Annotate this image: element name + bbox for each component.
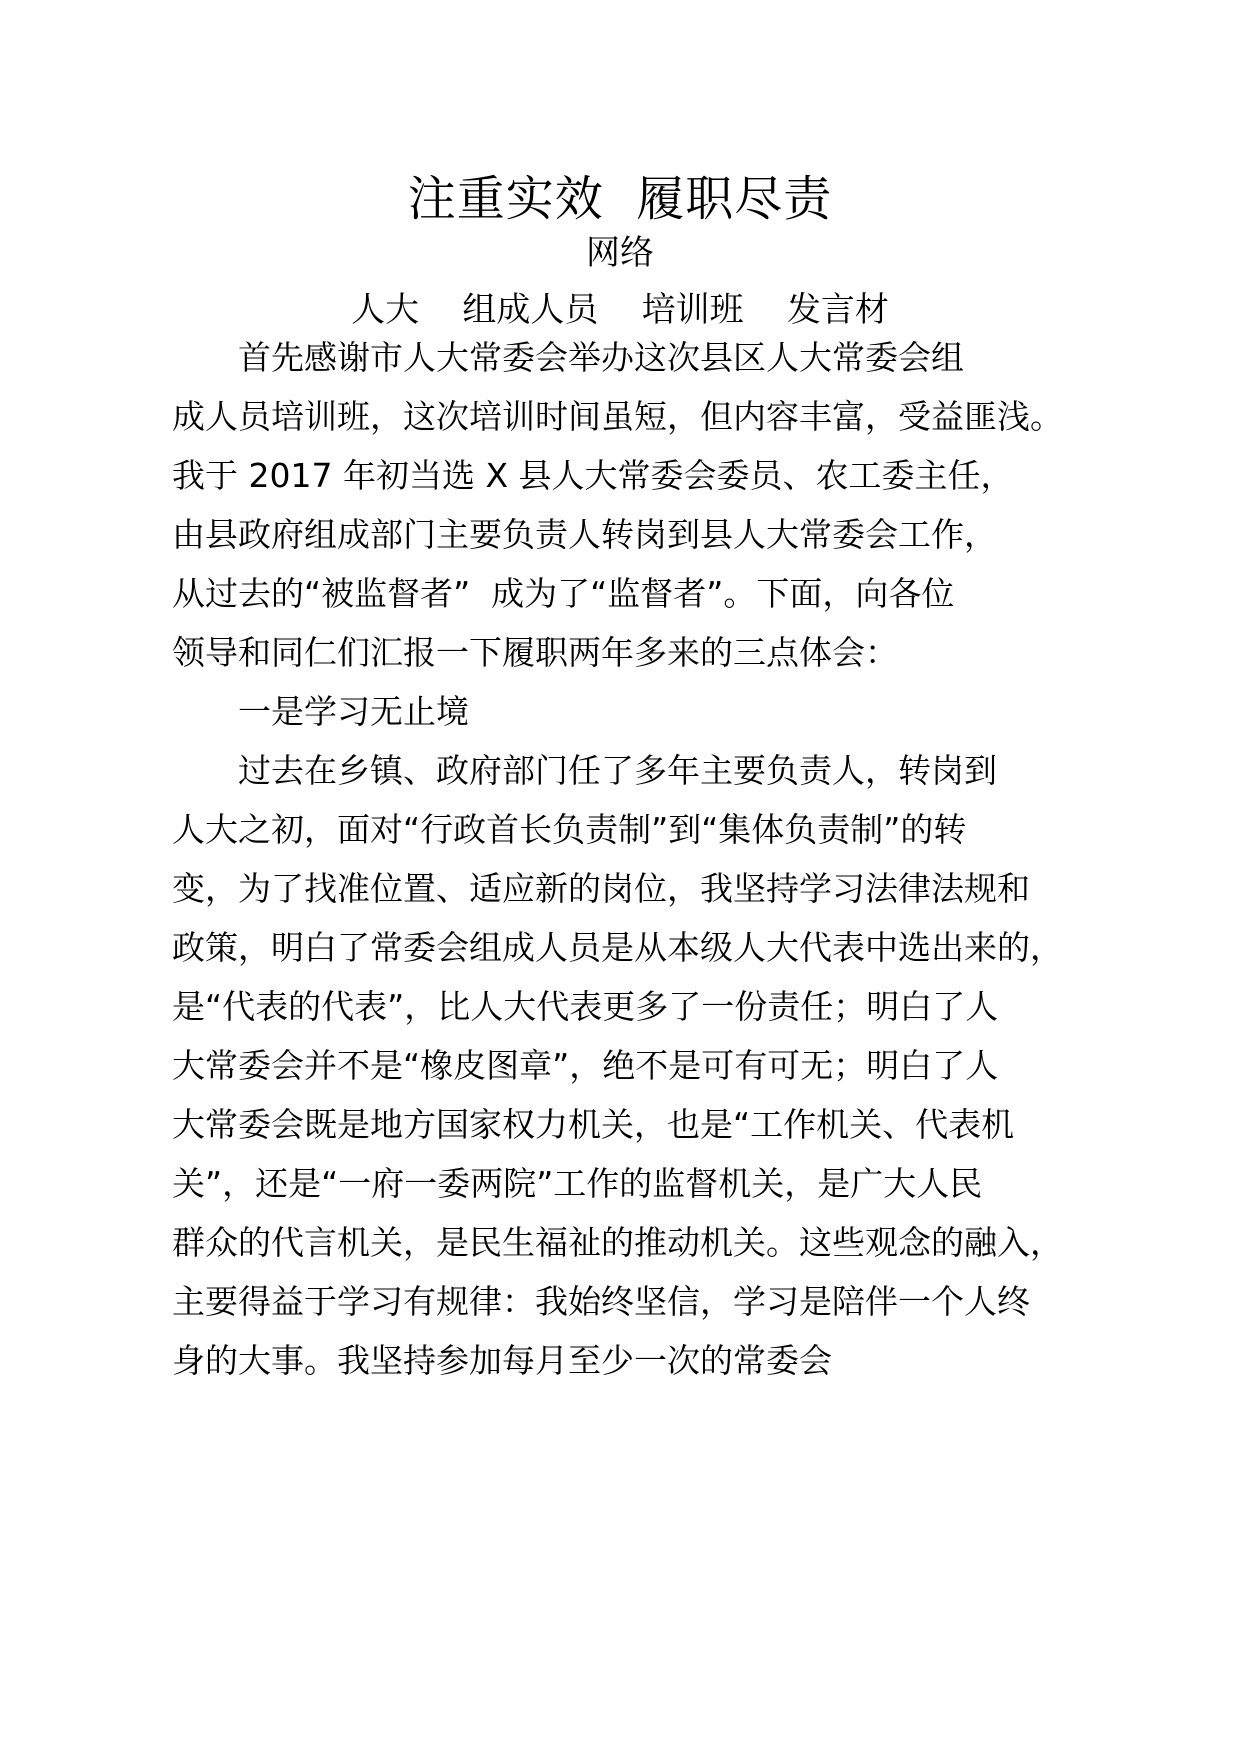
body-line: 由县政府组成部门主要负责人转岗到县人大常委会工作， (172, 515, 997, 554)
body-line: 从过去的“被监督者” 成为了“监督者”。下面，向各位 (172, 574, 955, 613)
document-title: 注重实效 履职尽责 (407, 171, 833, 227)
body-line: 领导和同仁们汇报一下履职两年多来的三点体会： (172, 633, 898, 672)
body-line: 主要得益于学习有规律：我始终坚信，学习是陪伴一个人终 (172, 1282, 1030, 1321)
document-keywords: 人大 组成人员 培训班 发言材 (351, 290, 889, 330)
body-line: 身的大事。我坚持参加每月至少一次的常委会 (172, 1341, 832, 1380)
body-line: 人大之初，面对“行政首长负责制”到“集体负责制”的转 (172, 810, 967, 849)
body-line: 成人员培训班，这次培训时间虽短，但内容丰富，受益匪浅。 (172, 397, 1063, 436)
body-line: 我于 2017 年初当选 X 县人大常委会委员、农工委主任， (172, 456, 1014, 495)
section-heading: 一是学习无止境 (238, 692, 469, 731)
body-line: 大常委会既是地方国家权力机关，也是“工作机关、代表机 (172, 1105, 1015, 1144)
body-line: 关”，还是“一府一委两院”工作的监督机关，是广大人民 (172, 1164, 983, 1203)
body-line: 政策，明白了常委会组成人员是从本级人大代表中选出来的， (172, 928, 1063, 967)
document-source: 网络 (586, 233, 654, 273)
body-line: 大常委会并不是“橡皮图章”，绝不是可有可无；明白了人 (172, 1046, 999, 1085)
body-line: 首先感谢市人大常委会举办这次县区人大常委会组 (238, 338, 964, 377)
body-line: 变，为了找准位置、适应新的岗位，我坚持学习法律法规和 (172, 869, 1030, 908)
body-line: 过去在乡镇、政府部门任了多年主要负责人，转岗到 (238, 751, 997, 790)
body-line: 是“代表的代表”，比人大代表更多了一份责任；明白了人 (172, 987, 999, 1026)
body-line: 群众的代言机关，是民生福祉的推动机关。这些观念的融入， (172, 1223, 1063, 1262)
